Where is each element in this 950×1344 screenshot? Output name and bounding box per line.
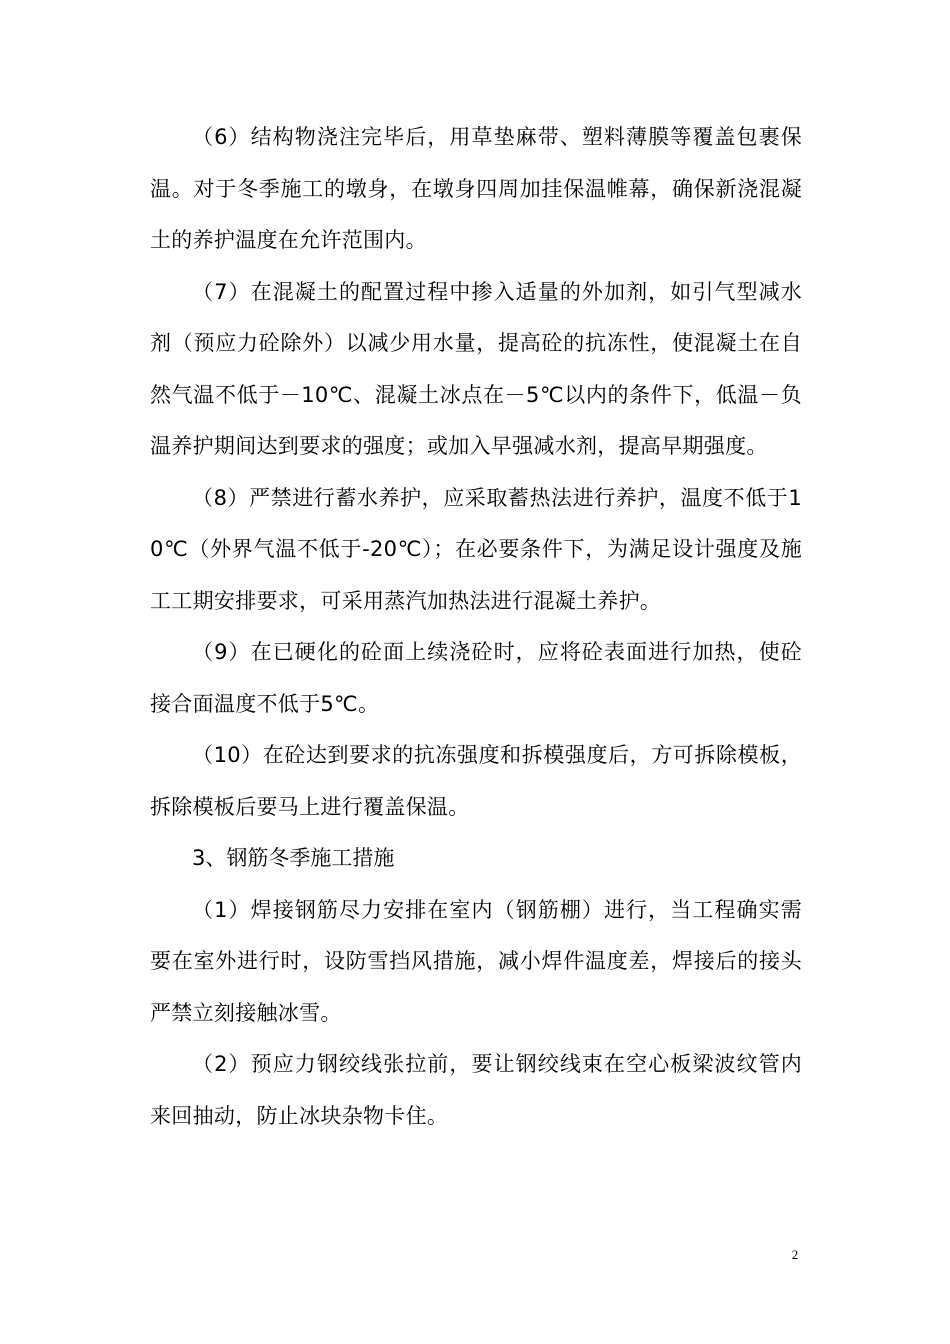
paragraph-10-formwork: （10）在砼达到要求的抗冻强度和拆模强度后，方可拆除模板，拆除模板后要马上进行覆盖保温。 xyxy=(150,743,802,819)
document-body xyxy=(150,112,802,1142)
paragraph-7-admixture: （7）在混凝土的配置过程中掺入适量的外加剂，如引气型减水剂（预应力砼除外）以减少用水量，提高砼的抗冻性，使混凝土在自然气温不低于－10℃、混凝土冰点在－5℃以内的条件下，低温－负温养护期间达到要求的强度；或加入早强减水剂，提高早期强度。 xyxy=(150,279,802,458)
paragraph-2-prestress: （2）预应力钢绞线张拉前，要让钢绞线束在空心板梁波纹管内来回抽动，防止冰块杂物卡住。 xyxy=(150,1052,802,1128)
paragraph-9-heating: （9）在已硬化的砼面上续浇砼时，应将砼表面进行加热，使砼接合面温度不低于5℃。 xyxy=(150,640,802,716)
paragraph-1-welding: （1）焊接钢筋尽力安排在室内（钢筋棚）进行，当工程确实需要在室外进行时，设防雪挡风措施，减小焊件温度差，焊接后的接头严禁立刻接触冰雪。 xyxy=(150,897,802,1025)
paragraph-6-insulation: （6）结构物浇注完毕后，用草垫麻带、塑料薄膜等覆盖包裹保温。对于冬季施工的墩身，在墩身四周加挂保温帷幕，确保新浇混凝土的养护温度在允许范围内。 xyxy=(150,125,802,252)
paragraph-8-curing: （8）严禁进行蓄水养护，应采取蓄热法进行养护，温度不低于10℃（外界气温不低于-20℃）；在必要条件下，为满足设计强度及施工工期安排要求，可采用蒸汽加热法进行混凝土养护。 xyxy=(150,485,802,613)
page-number: 2 xyxy=(791,1247,799,1262)
section-heading-rebar: 3、钢筋冬季施工措施 xyxy=(192,846,395,870)
